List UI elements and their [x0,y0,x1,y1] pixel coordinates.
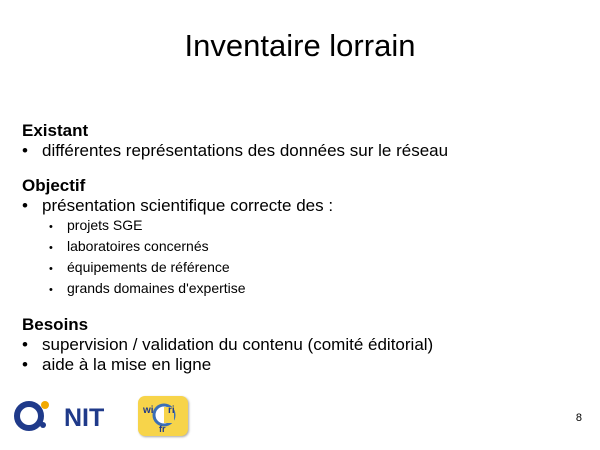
sub-bullet-icon: • [49,242,53,254]
sub-list-item-text: projets SGE [67,217,143,233]
wicri-logo-text-top: wi [143,405,154,416]
wicri-logo-text-right: ri [168,405,175,416]
bullet-icon: • [22,141,28,160]
section-heading-besoins: Besoins [22,315,89,334]
list-item [22,355,582,375]
list-item-text: présentation scientifique correcte des : [42,196,334,215]
section-heading-objectif: Objectif [22,176,86,195]
wicri-logo [138,396,188,436]
list-item-text: différentes représentations des données sur le réseau [42,141,449,160]
sub-list-item [49,237,582,258]
list-item [22,335,582,355]
slide-content [22,121,582,390]
sub-list-item [49,279,582,300]
slide-title: Inventaire lorrain [184,28,416,63]
sub-bullet-icon: • [49,263,53,275]
section-besoins [22,315,582,375]
sub-bullet-icon: • [49,284,53,296]
page-number: 8 [575,412,582,424]
sub-list-item [49,258,582,279]
sub-list-item [49,216,582,237]
nit-logo-text: NIT [64,404,105,432]
bullet-icon: • [22,196,28,215]
list-item-text: supervision / validation du contenu (comité éditorial) [42,335,434,354]
list-item-text: aide à la mise en ligne [42,355,212,374]
wicri-logo-text-bottom: fr [159,424,166,434]
sub-list-item-text: laboratoires concernés [67,238,209,254]
sub-list [49,216,582,300]
section-existant [22,121,582,161]
bullet-icon: • [22,355,28,374]
list-item [22,196,582,216]
sub-list-item-text: équipements de référence [67,259,230,275]
sub-list-item-text: grands domaines d'expertise [67,280,246,296]
section-objectif [22,176,582,300]
bullet-icon: • [22,335,28,354]
list-item [22,141,582,161]
slide-footer [0,392,600,442]
nit-logo [12,398,122,434]
section-heading-existant: Existant [22,121,89,140]
sub-bullet-icon: • [49,221,53,233]
